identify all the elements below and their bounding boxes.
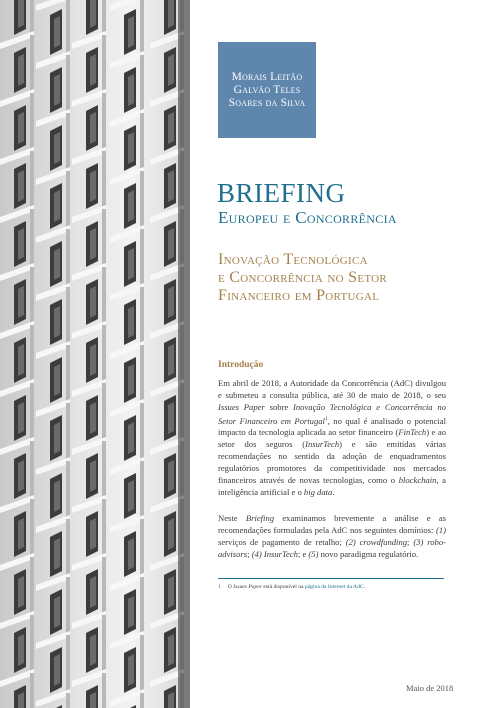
- p1-run-0: Em abril de 2018, a Autoridade da Concorrência (AdC) divulgou e submeteu a consulta pública, até 30 de maio de 2018, o seu: [218, 378, 446, 400]
- footnote-prefix: O: [227, 584, 234, 590]
- briefing-subtitle: Europeu e Concorrência: [218, 208, 397, 227]
- footnote-mark: 1: [218, 584, 221, 590]
- p1-run-5: , no qual é analisado o potencial impacto da tecnologia aplicada ao setor financeiro (: [218, 415, 446, 438]
- p1-run-4: 1: [324, 415, 328, 422]
- intro-heading: Introdução: [218, 360, 264, 370]
- topic-title: [218, 251, 478, 305]
- adc-website-link[interactable]: página da Internet da AdC: [304, 584, 364, 590]
- intro-paragraph-2: [218, 513, 446, 561]
- p2-run-3: (1): [435, 524, 446, 535]
- p2-run-4: serviços de pagamento de retalho;: [218, 536, 346, 547]
- p1-run-9: ) e são emitidas várias recomendações no sentido da adoção de enquadramentos regulatórios promotores da competitividade nos mercados financeiros através de novas tecnologias, como o: [218, 439, 446, 486]
- p1-run-3: Inovação Tecnológica e Concorrência no Setor Financeiro em Portugal: [218, 401, 446, 426]
- briefing-title: BRIEFING: [217, 178, 346, 208]
- logo-line-2: Galvão Teles: [233, 83, 301, 96]
- logo-line-3: Soares da Silva: [228, 96, 306, 109]
- p2-run-5: (2) crowdfunding: [345, 536, 408, 547]
- p2-run-10: ; e: [297, 548, 309, 559]
- p1-run-13: .: [332, 487, 335, 498]
- p1-run-8: InsurTech: [305, 439, 340, 450]
- p1-run-7: ) e ao setor dos seguros (: [218, 427, 447, 450]
- footnote-italic: Issues Paper: [233, 584, 262, 590]
- p2-run-1: Briefing: [245, 513, 275, 523]
- p2-run-6: ;: [407, 536, 414, 547]
- p1-run-2: sobre: [264, 401, 294, 412]
- p1-run-12: big data: [303, 487, 333, 498]
- p2-run-0: Neste: [218, 513, 246, 523]
- footnote-divider: [218, 578, 444, 579]
- footnote-suffix: .: [363, 584, 366, 590]
- p1-run-1: Issues Paper: [218, 401, 265, 412]
- p1-run-10: blockchain: [398, 475, 437, 486]
- topic-line-3: Financeiro em Portugal: [218, 287, 380, 304]
- p2-run-7: (3) robo-advisors: [218, 536, 446, 559]
- intro-paragraph-1: [218, 378, 446, 499]
- topic-line-1: Inovação Tecnológica: [218, 251, 368, 268]
- cover-building-photo: [0, 0, 190, 708]
- logo-line-1: Morais Leitão: [231, 70, 303, 83]
- p2-run-8: ;: [247, 548, 252, 559]
- footnote-middle: está disponível na: [262, 584, 305, 590]
- p2-run-2: examinamos brevemente a análise e as recomendações formuladas pela AdC nos seguintes domínios:: [218, 513, 446, 535]
- publication-date: Maio de 2018: [406, 683, 454, 693]
- p1-run-6: FinTech: [398, 427, 427, 438]
- p2-run-12: novo paradigma regulatório.: [318, 548, 419, 559]
- p1-run-11: , a inteligência artificial e o: [218, 475, 446, 498]
- p2-run-11: (5): [308, 548, 319, 559]
- p2-run-9: (4) InsurTech: [251, 548, 298, 559]
- topic-line-2: e Concorrência no Setor: [218, 269, 388, 286]
- footnote: [218, 584, 365, 590]
- firm-logo: [218, 42, 316, 138]
